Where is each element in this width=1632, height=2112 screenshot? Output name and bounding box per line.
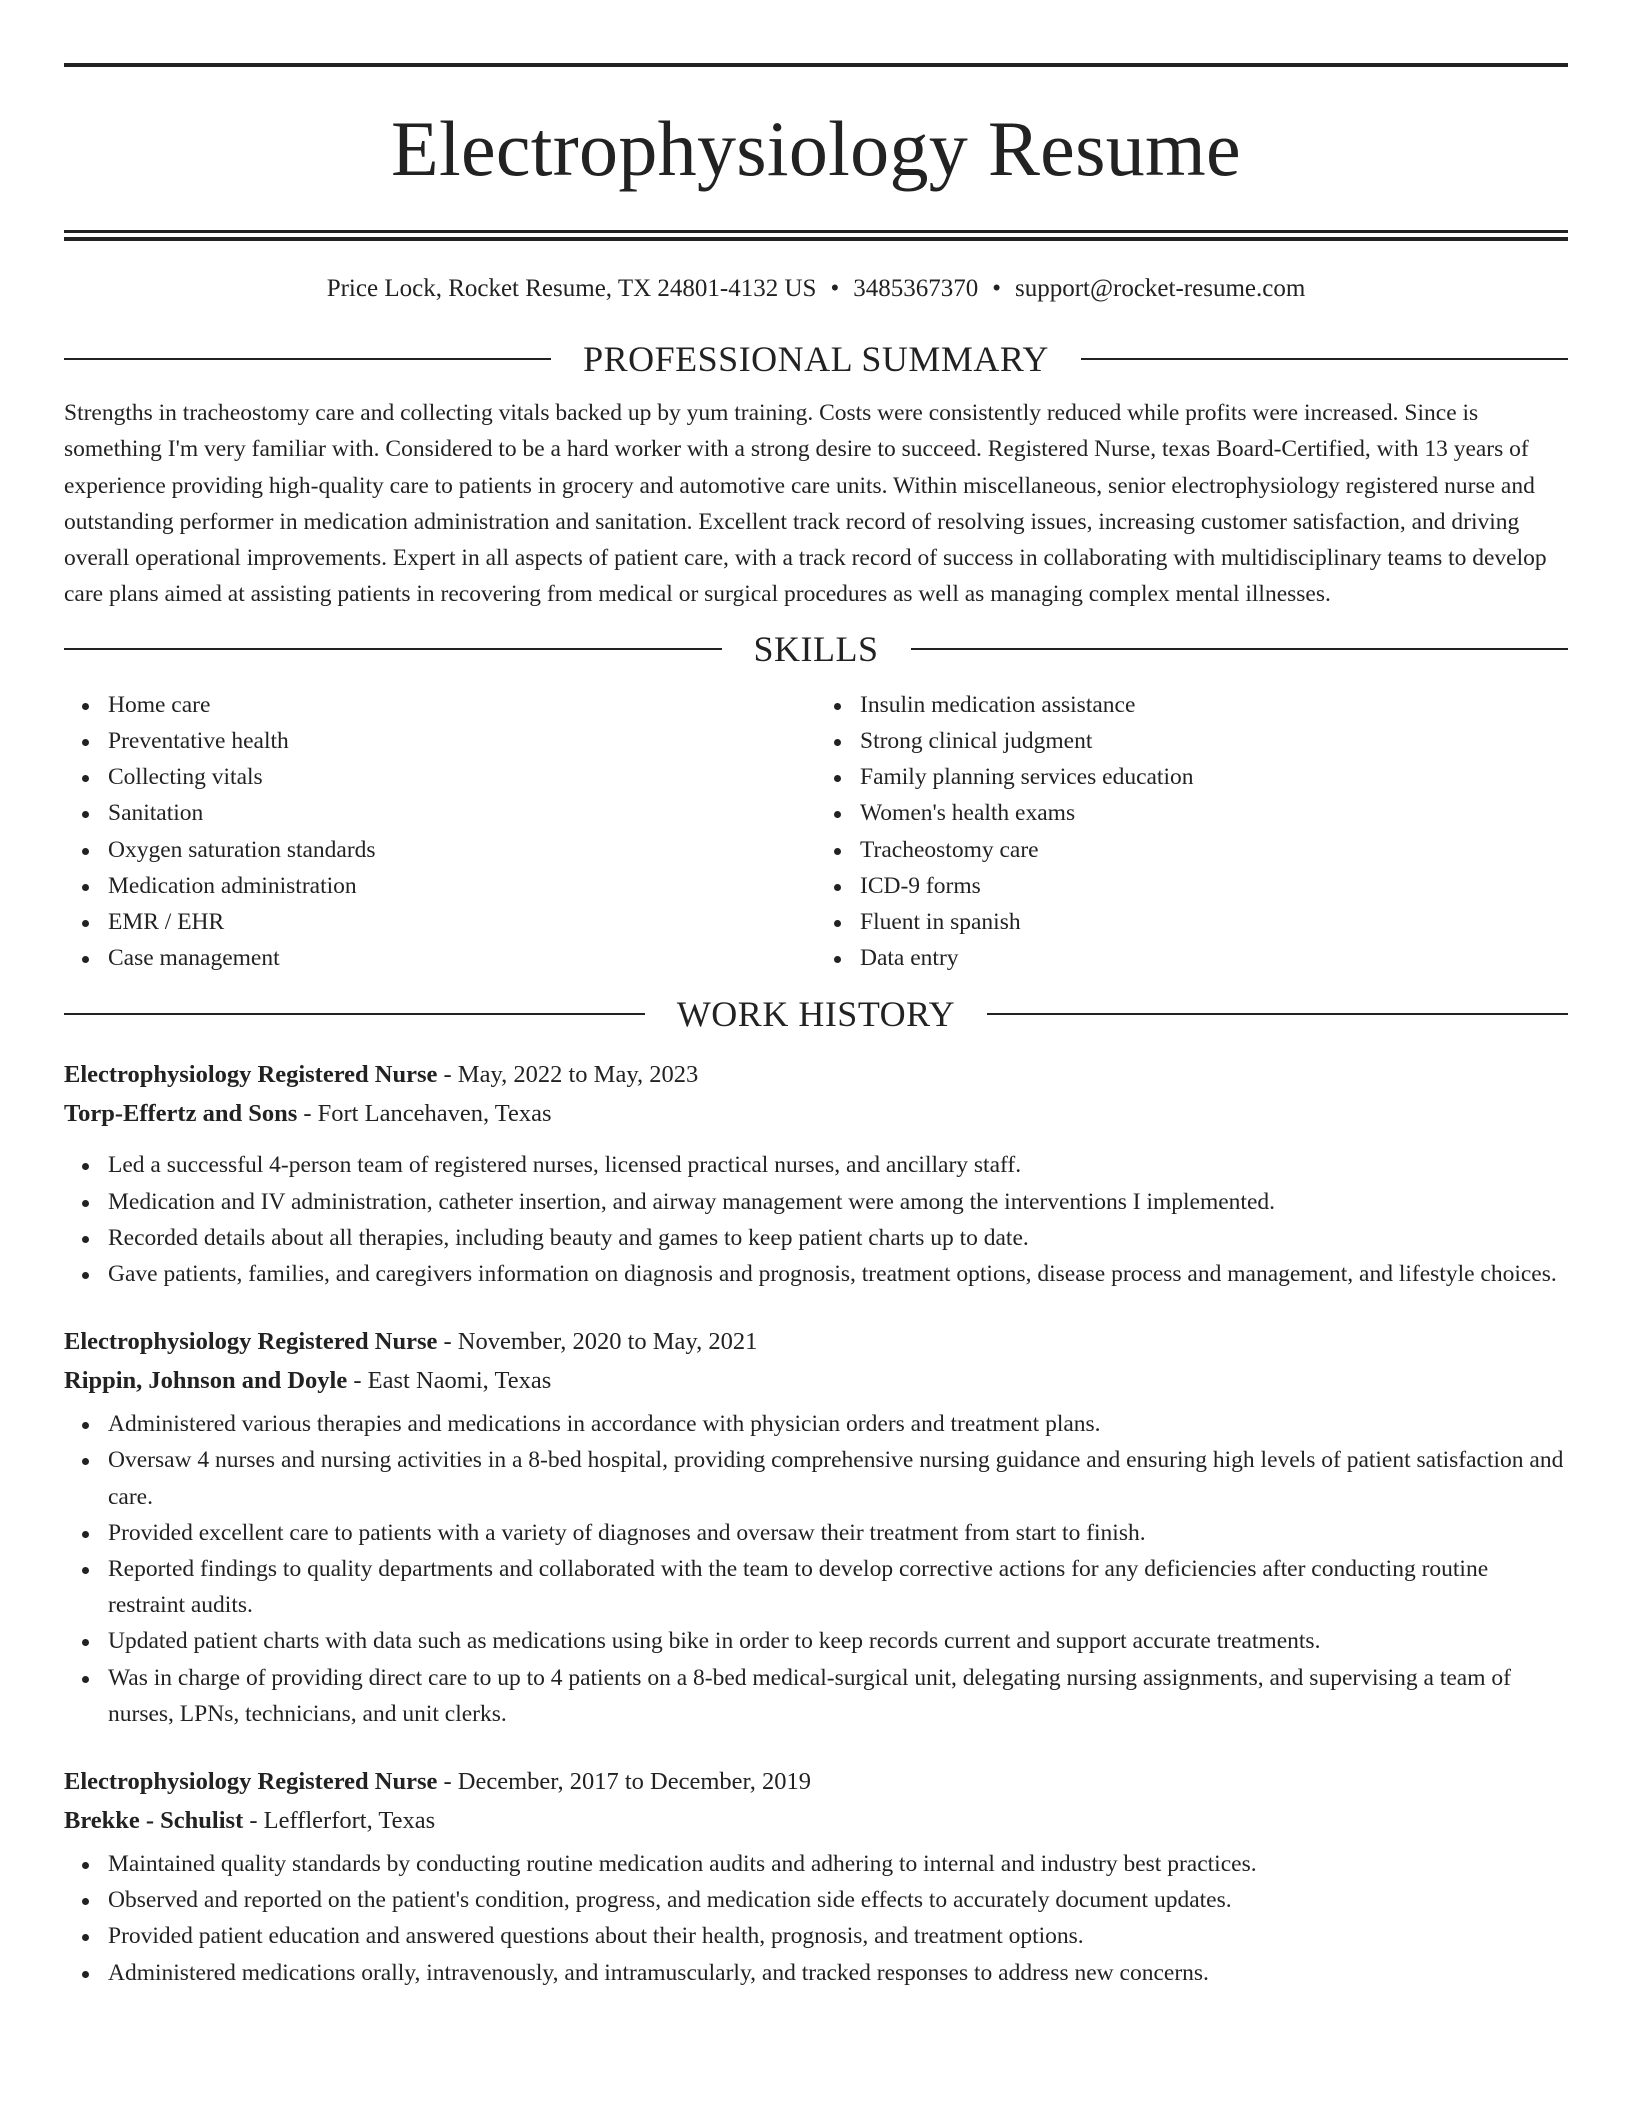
job-bullet: Led a successful 4-person team of registered nurses, licensed practical nurses, and ancillary staff. [108, 1147, 1568, 1183]
summary-title: PROFESSIONAL SUMMARY [583, 339, 1049, 379]
skill-item: Strong clinical judgment [860, 723, 1568, 759]
work-title: WORK HISTORY [676, 994, 956, 1035]
title-double-rule [64, 230, 1568, 241]
job-role: Electrophysiology Registered Nurse [64, 1061, 438, 1089]
job-company: Torp-Effertz and Sons [64, 1100, 298, 1128]
job-dates: - November, 2020 to May, 2021 [437, 1328, 758, 1356]
job-role-line [64, 1322, 1568, 1361]
contact-address: Price Lock, Rocket Resume, TX 24801-4132 US [326, 275, 817, 302]
job-location: - East Naomi, Texas [347, 1367, 552, 1395]
skill-item: Sanitation [108, 795, 816, 831]
job-entry [64, 1322, 1568, 1732]
job-bullet: Provided excellent care to patients with a variety of diagnoses and oversaw their treatment from start to finish. [108, 1515, 1568, 1551]
job-role-line [64, 1762, 1568, 1801]
job-bullet: Was in charge of providing direct care to up to 4 patients on a 8-bed medical-surgical unit, delegating nursing assignments, and supervising a team of nurses, LPNs, technicians, and unit clerks. [108, 1660, 1568, 1732]
job-role: Electrophysiology Registered Nurse [64, 1328, 438, 1356]
skill-item: Collecting vitals [108, 759, 816, 795]
heading-rule-left [64, 358, 551, 360]
work-heading [64, 992, 1568, 1036]
job-bullet: Recorded details about all therapies, including beauty and games to keep patient charts up to date. [108, 1220, 1568, 1256]
top-rule [64, 63, 1568, 67]
job-entry [64, 1762, 1568, 1991]
contact-separator: • [992, 275, 1001, 302]
skill-item: Fluent in spanish [860, 904, 1568, 940]
job-bullet: Administered various therapies and medications in accordance with physician orders and treatment plans. [108, 1406, 1568, 1442]
skill-item: Medication administration [108, 868, 816, 904]
heading-rule-right [911, 648, 1569, 650]
heading-rule-right [987, 1013, 1568, 1015]
job-bullet: Administered medications orally, intravenously, and intramuscularly, and tracked responses to address new concerns. [108, 1955, 1568, 1991]
skills-column-right [816, 687, 1568, 977]
job-bullets [64, 1846, 1568, 1991]
summary-heading [64, 337, 1568, 381]
skills-heading [64, 627, 1568, 671]
job-bullet: Medication and IV administration, catheter insertion, and airway management were among the interventions I implemented. [108, 1184, 1568, 1220]
job-role: Electrophysiology Registered Nurse [64, 1768, 438, 1796]
heading-rule-left [64, 648, 722, 650]
job-bullet: Provided patient education and answered questions about their health, prognosis, and treatment options. [108, 1918, 1568, 1954]
job-dates: - December, 2017 to December, 2019 [437, 1768, 811, 1796]
job-location: - Lefflerfort, Texas [243, 1807, 436, 1835]
job-bullet: Updated patient charts with data such as medications using bike in order to keep records current and support accurate treatments. [108, 1623, 1568, 1659]
resume-title: Electrophysiology Resume [391, 105, 1241, 192]
contact-email: support@rocket-resume.com [1014, 275, 1306, 302]
job-company-line [64, 1361, 1568, 1400]
skill-item: Women's health exams [860, 795, 1568, 831]
job-bullet: Maintained quality standards by conducting routine medication audits and adhering to internal and industry best practices. [108, 1846, 1568, 1882]
skill-item: Family planning services education [860, 759, 1568, 795]
summary-text: Strengths in tracheostomy care and collecting vitals backed up by yum training. Costs were consistently reduced while profits were increased. Since is something I'm very familiar with. Considered to be a hard worker with a strong desire to succeed. Registered Nurse, texas Board-Certified, with 13 years of experience providing high-quality care to patients in grocery and automotive care units. Within miscellaneous, senior electrophysiology registered nurse and outstanding performer in medication administration and sanitation. Excellent track record of resolving issues, increasing customer satisfaction, and driving overall operational improvements. Expert in all aspects of patient care, with a track record of success in collaborating with multidisciplinary teams to develop care plans aimed at assisting patients in recovering from medical or surgical procedures as well as managing complex mental illnesses. [64, 400, 1547, 608]
skill-item: Data entry [860, 940, 1568, 976]
job-role-line [64, 1055, 1568, 1094]
job-company-line [64, 1094, 1568, 1133]
job-bullets [64, 1406, 1568, 1732]
job-company: Brekke - Schulist [64, 1807, 244, 1835]
heading-rule-right [1081, 358, 1568, 360]
skills-title: SKILLS [753, 628, 879, 669]
job-company: Rippin, Johnson and Doyle [64, 1367, 348, 1395]
skill-item: Tracheostomy care [860, 832, 1568, 868]
skill-item: Case management [108, 940, 816, 976]
job-entry [64, 1055, 1568, 1292]
job-dates: - May, 2022 to May, 2023 [437, 1061, 699, 1089]
job-company-line [64, 1801, 1568, 1840]
skill-item: Preventative health [108, 723, 816, 759]
job-location: - Fort Lancehaven, Texas [297, 1100, 552, 1128]
job-bullets [64, 1147, 1568, 1292]
heading-rule-left [64, 1013, 645, 1015]
contact-line [64, 273, 1568, 305]
skills-list [64, 687, 1568, 977]
job-bullet: Observed and reported on the patient's condition, progress, and medication side effects to accurately document updates. [108, 1882, 1568, 1918]
job-bullet: Gave patients, families, and caregivers information on diagnosis and prognosis, treatment options, disease process and management, and lifestyle choices. [108, 1256, 1568, 1292]
job-bullet: Oversaw 4 nurses and nursing activities in a 8-bed hospital, providing comprehensive nursing guidance and ensuring high levels of patient satisfaction and care. [108, 1442, 1568, 1514]
skill-item: Home care [108, 687, 816, 723]
skills-column-left [64, 687, 816, 977]
resume-content [64, 63, 1568, 1991]
skill-item: Oxygen saturation standards [108, 832, 816, 868]
job-bullet: Reported findings to quality departments and collaborated with the team to develop corrective actions for any deficiencies after conducting routine restraint audits. [108, 1551, 1568, 1623]
skill-item: ICD-9 forms [860, 868, 1568, 904]
skill-item: Insulin medication assistance [860, 687, 1568, 723]
contact-separator: • [830, 275, 840, 302]
skill-item: EMR / EHR [108, 904, 816, 940]
contact-phone: 3485367370 [853, 275, 979, 302]
